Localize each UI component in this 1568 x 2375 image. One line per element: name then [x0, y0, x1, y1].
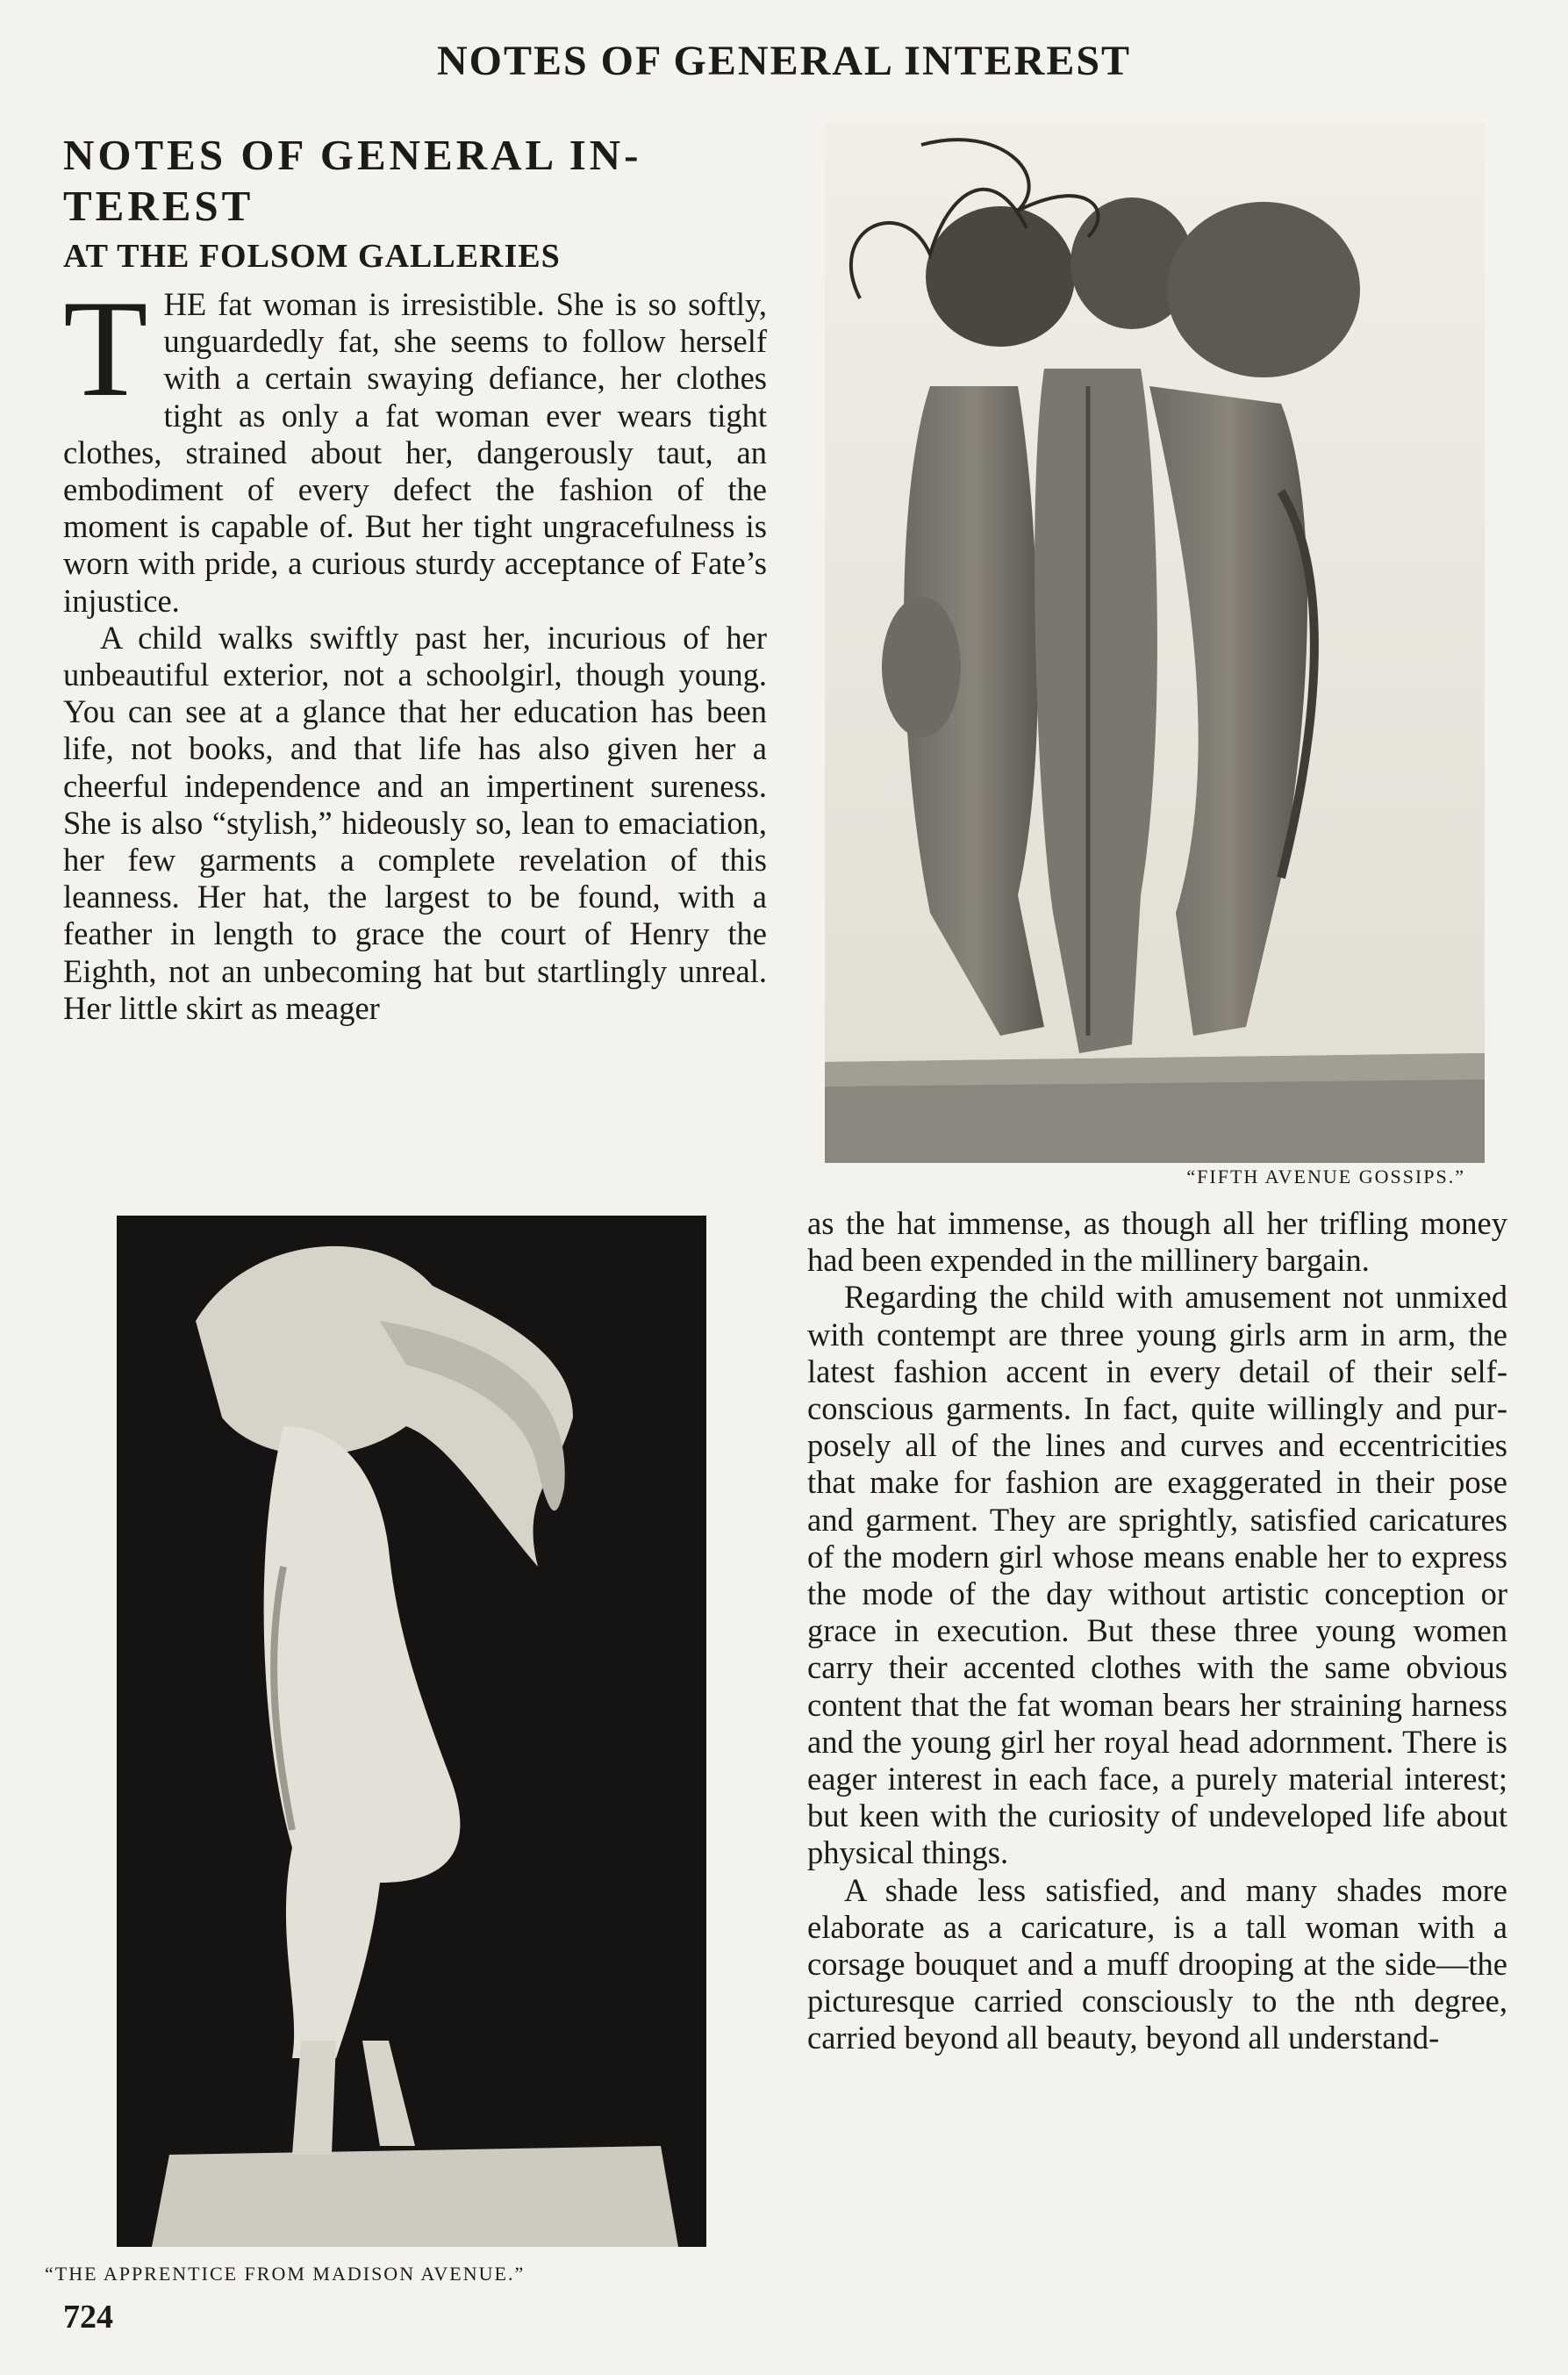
right-column	[807, 1205, 1507, 2285]
paragraph-3: as the hat immense, as though all her trifling money had been expended in the millinery bargain.	[807, 1205, 1507, 1279]
paragraph-1	[63, 286, 767, 620]
paragraph-2: A child walks swiftly past her, incurious of her unbeautiful exterior, not a schoolgirl, though young. You can see at a glance that her education has been life, not books, and that life has also given her a cheerful independence and an impertinent sureness. She is also “stylish,” hideously so, lean to emaciation, her few garments a complete revelation of this leanness. Her hat, the largest to be found, with a feather in length to grace the court of Henry the Eighth, not an unbecoming hat but startlingly unreal. Her little skirt as meager	[63, 619, 767, 1026]
caption-apprentice: “THE APPRENTICE FROM MADISON AVENUE.”	[45, 2263, 526, 2285]
page-number: 724	[63, 2299, 113, 2336]
figure-fifth-avenue-gossips	[825, 123, 1485, 1188]
sculpture-girl-with-hat-icon	[117, 1216, 706, 2247]
section-subhead: AT THE FOLSOM GALLERIES	[63, 238, 561, 275]
figure-apprentice	[45, 1216, 706, 2285]
paragraph-5: A shade less satisfied, and many shades more elaborate as a caricature, is a tall woman with a corsage bouquet and a muff drooping at the side—the picturesque carried consciously to the nth degree, carried beyond all beauty, beyond all understand-	[807, 1871, 1507, 2056]
drop-cap: T	[63, 286, 148, 426]
left-column	[63, 286, 767, 1181]
article-title	[63, 130, 765, 232]
paragraph-4: Regarding the child with amusement not unmixed with contempt are three young girls arm in arm, the latest fashion accent in every detail of their self-conscious garments. In fact, quite willingly and purposely all of the lines and curves and eccentricities that make for fashion are exaggerated in their pose and garment. They are sprightly, satisfied caricatures of the modern girl whose means enable her to express the mode of the day without artistic conception or grace in execution. But these three young women carry their accented clothes with the same obvious content that the fat woman bears her straining harness and the young girl her royal head adornment. There is eager interest in each face, a purely material interest; but keen with the curiosity of undeveloped life about physical things.	[807, 1279, 1507, 1871]
article-title-text: NOTES OF GENERAL IN-TEREST	[63, 131, 642, 230]
caption-fifth-avenue-gossips: “FIFTH AVENUE GOSSIPS.”	[1186, 1166, 1465, 1188]
sculpture-three-women-icon	[825, 123, 1485, 1163]
paragraph-1-text: HE fat woman is irresistible. She is so softly, unguardedly fat, she seems to follow herself with a certain swaying defiance, her clothes tight as only a fat woman ever wears tight clothes, strained about her, dangerously taut, an embodiment of every defect the fashion of the moment is capable of. But her tight ungracefulness is worn with pride, a curious sturdy acceptance of Fate’s injustice.	[63, 286, 767, 619]
running-head: NOTES OF GENERAL INTEREST	[436, 38, 1132, 84]
